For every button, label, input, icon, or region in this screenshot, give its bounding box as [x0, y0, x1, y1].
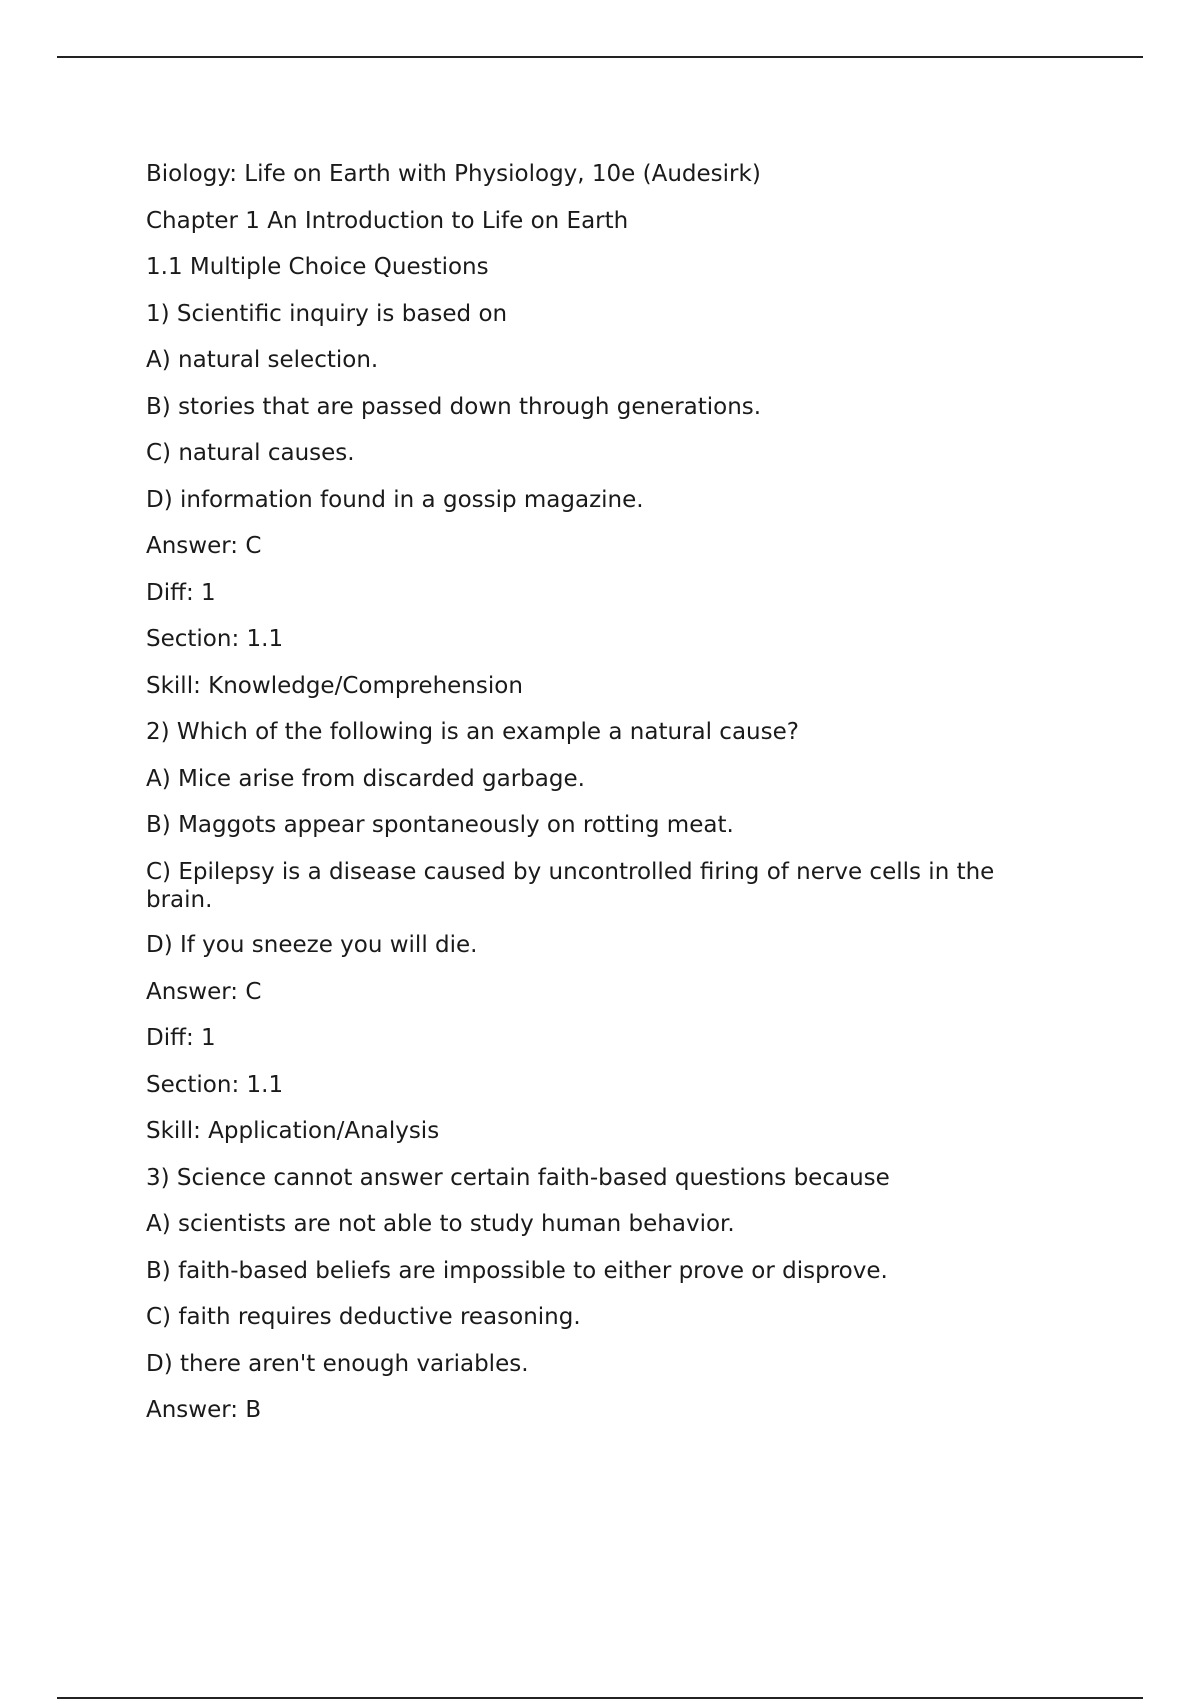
- chapter-title: Chapter 1 An Introduction to Life on Earth: [146, 207, 629, 234]
- choice-a: A) natural selection.: [146, 347, 379, 373]
- book-title: Biology: Life on Earth with Physiology, 10e (Audesirk): [146, 161, 761, 187]
- difficulty: Diff: 1: [146, 579, 216, 606]
- question-1: [146, 300, 1066, 701]
- choice-b: B) stories that are passed down through generations.: [146, 393, 762, 420]
- skill: Skill: Knowledge/Comprehension: [146, 672, 523, 699]
- choice-d: D) information found in a gossip magazine.: [146, 486, 644, 513]
- choice-b: B) Maggots appear spontaneously on rotting meat.: [146, 812, 734, 838]
- choice-c: C) faith requires deductive reasoning.: [146, 1304, 581, 1330]
- footer-rule: [57, 1697, 1143, 1699]
- choice-a: A) scientists are not able to study human behavior.: [146, 1211, 735, 1237]
- header-rule: [57, 56, 1143, 58]
- question-3: [146, 1164, 1066, 1426]
- question-2: [146, 718, 1066, 1146]
- choice-b: B) faith-based beliefs are impossible to either prove or disprove.: [146, 1257, 888, 1284]
- question-stem: 2) Which of the following is an example a natural cause?: [146, 719, 799, 745]
- difficulty: Diff: 1: [146, 1025, 216, 1051]
- choice-c: C) natural causes.: [146, 440, 355, 466]
- choice-c: C) Epilepsy is a disease caused by uncontrolled firing of nerve cells in the brain.: [146, 858, 995, 913]
- choice-d: D) If you sneeze you will die.: [146, 932, 478, 958]
- section-ref: Section: 1.1: [146, 626, 284, 652]
- skill: Skill: Application/Analysis: [146, 1118, 440, 1144]
- question-stem: 1) Scientific inquiry is based on: [146, 300, 508, 327]
- document-body: [146, 160, 1066, 1443]
- choice-d: D) there aren't enough variables.: [146, 1350, 529, 1377]
- answer: Answer: B: [146, 1397, 262, 1423]
- answer: Answer: C: [146, 978, 262, 1005]
- choice-a: A) Mice arise from discarded garbage.: [146, 765, 585, 792]
- section-heading: 1.1 Multiple Choice Questions: [146, 254, 489, 280]
- question-stem: 3) Science cannot answer certain faith-based questions because: [146, 1164, 890, 1191]
- answer: Answer: C: [146, 533, 262, 559]
- section-ref: Section: 1.1: [146, 1071, 284, 1098]
